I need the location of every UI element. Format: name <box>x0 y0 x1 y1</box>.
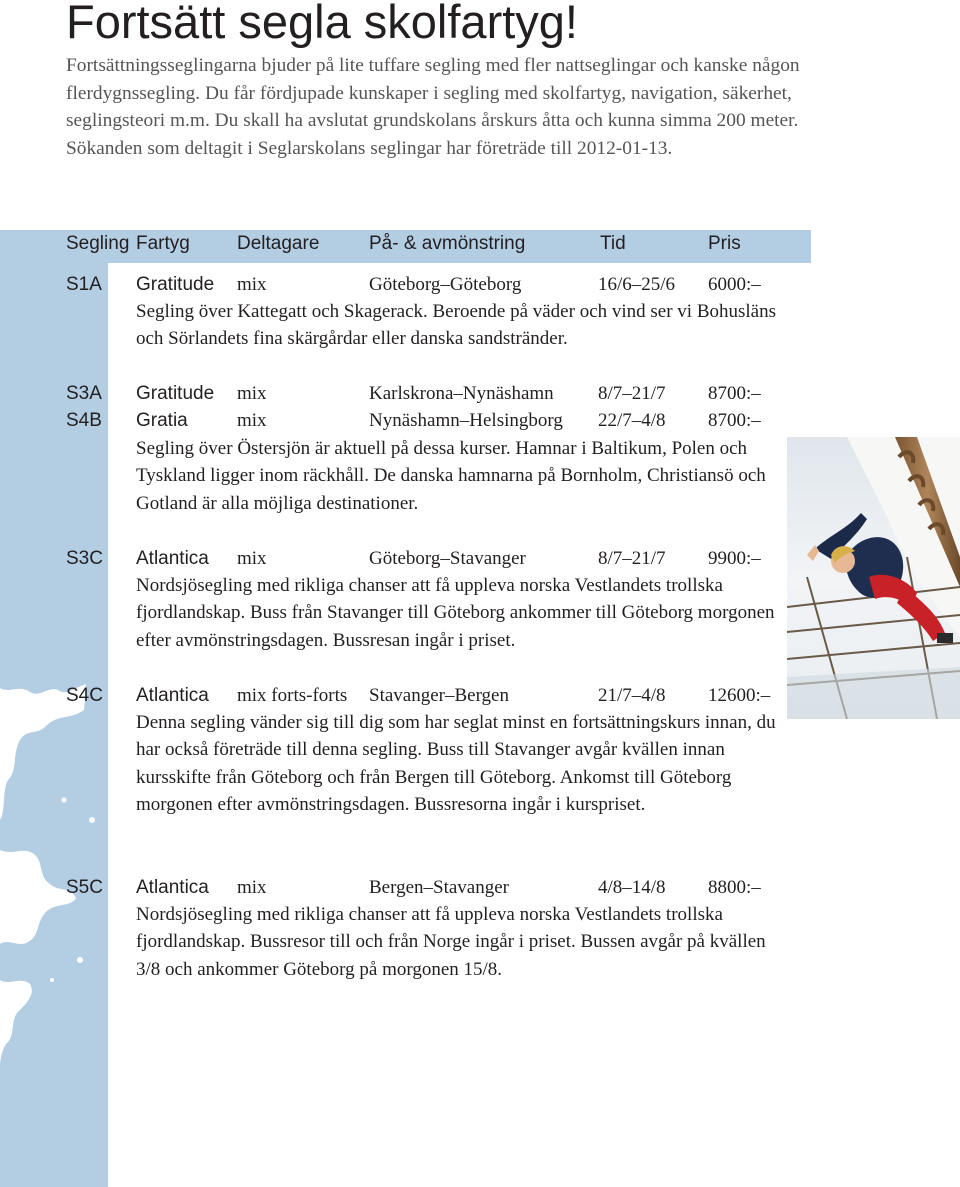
header-deltagare: Deltagare <box>237 233 320 254</box>
sailor-rigging-photo <box>787 437 960 719</box>
dates: 22/7–4/8 <box>598 410 666 431</box>
header-segling: Segling <box>66 233 130 254</box>
intro-paragraph: Fortsättningsseglingarna bjuder på lite tuffare segling med fler nattseglingar och kanske någon flerdygnssegling. Du får fördjupade kunskaper i segling med skolfartyg, navigation, säkerhet, seglingsteori m.m. Du skall ha avslutat grundskolans årskurs åtta och kunna simma 200 meter. Sökanden som deltagit i Seglarskolans seglingar har företräde till 2012-01-13. <box>66 55 800 159</box>
course-code: S1A <box>66 274 102 295</box>
route: Bergen–Stavanger <box>369 877 509 898</box>
ship-name: Gratitude <box>136 274 215 295</box>
ship-name: Atlantica <box>136 548 209 569</box>
course-description: Segling över Östersjön är aktuell på dessa kurser. Hamnar i Baltikum, Polen och Tyskland ligger inom räckhåll. De danska hamnarna på Bornholm, Christiansö och Gotland är alla möjliga destinationer. <box>136 438 766 514</box>
participants: mix <box>237 877 267 898</box>
dates: 4/8–14/8 <box>598 877 666 898</box>
participants: mix <box>237 274 267 295</box>
participants: mix <box>237 548 267 569</box>
dates: 8/7–21/7 <box>598 548 666 569</box>
participants: mix <box>237 383 267 404</box>
header-tid: Tid <box>600 233 626 254</box>
course-description: Nordsjösegling med rikliga chanser att få uppleva norska Vestlandets trollska fjordlandskap. Buss från Stavanger till Göteborg ankommer till Göteborg morgonen efter avmönstringsdagen. Bussresan ingår i priset. <box>136 575 775 651</box>
price: 8700:– <box>708 410 761 431</box>
header-pris: Pris <box>708 233 741 254</box>
course-code: S5C <box>66 877 103 898</box>
course-description: Segling över Kattegatt och Skagerack. Beroende på väder och vind ser vi Bohusläns och Sörlandets fina skärgårdar eller danska sandstränder. <box>136 301 777 350</box>
participants: mix <box>237 410 267 431</box>
course-code: S4B <box>66 410 102 431</box>
price: 9900:– <box>708 548 761 569</box>
page-title: Fortsätt segla skolfartyg! <box>66 0 578 48</box>
price: 8700:– <box>708 383 761 404</box>
route: Stavanger–Bergen <box>369 685 509 706</box>
dates: 16/6–25/6 <box>598 274 676 295</box>
ship-name: Gratitude <box>136 383 215 404</box>
course-code: S3C <box>66 548 103 569</box>
ship-name: Gratia <box>136 410 188 431</box>
course-description: Nordsjösegling med rikliga chanser att få uppleva norska Vestlandets trollska fjordlandskap. Bussresor till och från Norge ingår i priset. Bussen avgår på kvällen 3/8 och ankommer Göteborg på morgonen 15/8. <box>136 904 766 980</box>
participants: mix forts-forts <box>237 685 348 706</box>
course-row <box>0 407 960 434</box>
route: Karlskrona–Nynäshamn <box>369 383 554 404</box>
route: Göteborg–Stavanger <box>369 548 526 569</box>
dates: 21/7–4/8 <box>598 685 666 706</box>
ship-name: Atlantica <box>136 685 209 706</box>
coastline-map <box>0 680 108 1187</box>
course-description: Denna segling vänder sig till dig som har seglat minst en fortsättningskurs innan, du har också företräde till denna segling. Buss till Stavanger avgår kvällen innan kursskifte från Göteborg och från Bergen till Göteborg. Ankomst till Göteborg morgonen efter avmönstringsdagen. Bussresorna ingår i kurspriset. <box>136 712 776 816</box>
course-code: S4C <box>66 685 103 706</box>
price: 12600:– <box>708 685 771 706</box>
ship-name: Atlantica <box>136 877 209 898</box>
route: Göteborg–Göteborg <box>369 274 522 295</box>
course-row <box>0 874 960 901</box>
course-code: S3A <box>66 383 102 404</box>
price: 6000:– <box>708 274 761 295</box>
route: Nynäshamn–Helsingborg <box>369 410 563 431</box>
dates: 8/7–21/7 <box>598 383 666 404</box>
price: 8800:– <box>708 877 761 898</box>
header-fartyg: Fartyg <box>136 233 190 254</box>
course-row <box>0 380 960 407</box>
header-route: På- & avmönstring <box>369 233 526 254</box>
course-row <box>0 271 960 298</box>
